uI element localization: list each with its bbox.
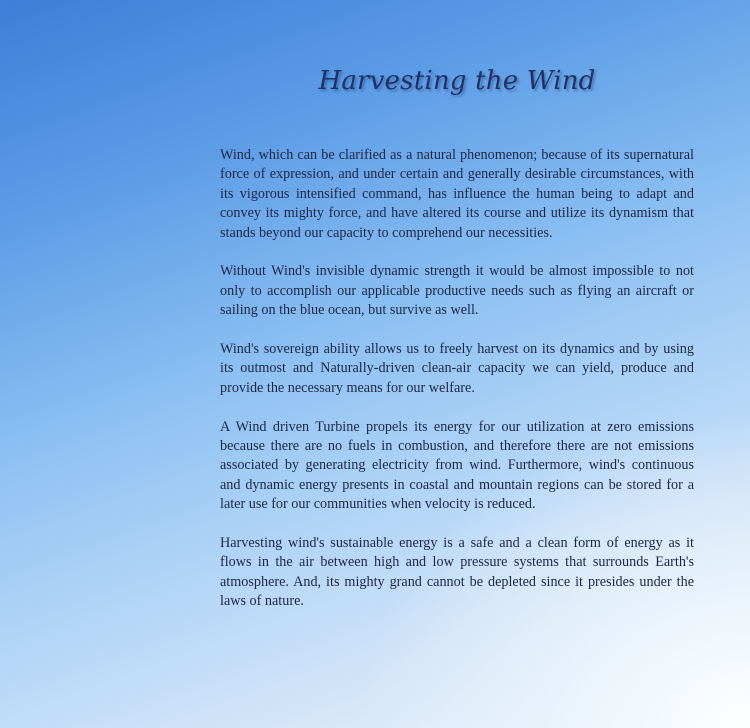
paragraph: A Wind driven Turbine propels its energy for our utilization at zero emissions because there are no fuels in combustion, and therefore there are not emissions associated by generating electricity from wind. Furthermore, wind's continuous and dynamic energy presents in coastal and mountain regions can be stored for a later use for our communities when velocity is reduced. (220, 418, 694, 513)
paragraph: Wind, which can be clarified as a natural phenomenon; because of its supernatural force of expression, and under certain and generally desirable circumstances, with its vigorous intensified command, has influence the human being to adapt and convey its mighty force, and have altered its course and utilize its dynamism that stands beyond our capacity to comprehend our necessities. (220, 147, 694, 241)
paragraph: Wind's sovereign ability allows us to freely harvest on its dynamics and by using its outmost and Naturally-driven clean-air capacity we can yield, produce and provide the necessary means for our welfare. (220, 341, 694, 396)
paragraph: Harvesting wind's sustainable energy is a safe and a clean form of energy as it flows in the air between high and low pressure systems that surrounds Earth's atmosphere. And, its mighty grand cannot be depleted since it presides under the laws of nature. (220, 535, 694, 610)
document-body (220, 146, 694, 631)
document-title: Harvesting the Wind (318, 66, 596, 96)
paragraph: Without Wind's invisible dynamic strength it would be almost impossible to not only to accomplish our applicable productive needs such as flying an aircraft or sailing on the blue ocean, but survive as well. (220, 263, 694, 319)
